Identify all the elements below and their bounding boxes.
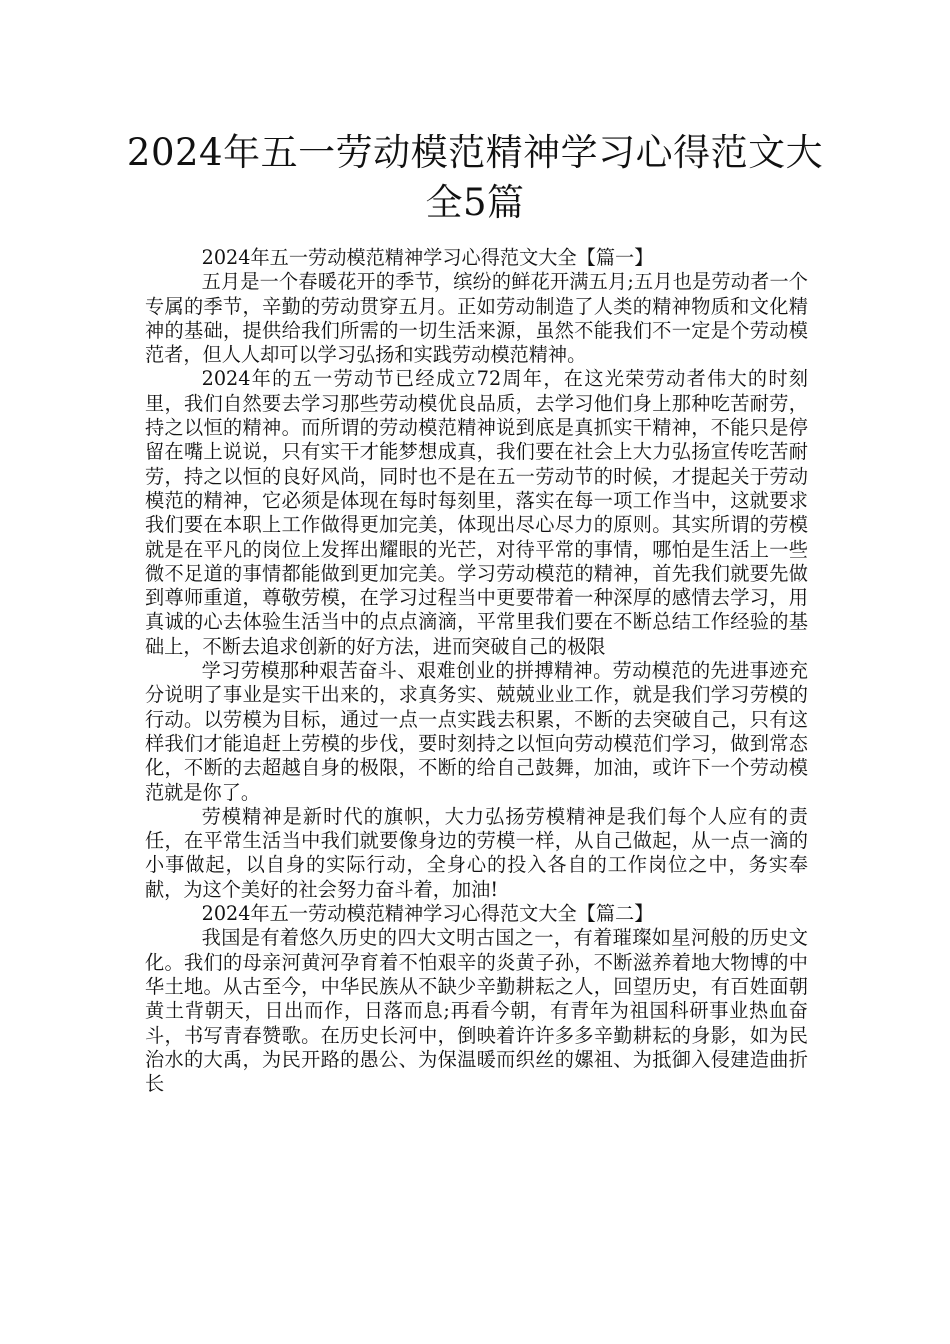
document-title: 2024年五一劳动模范精神学习心得范文大全5篇: [126, 131, 824, 224]
section-heading-2: 2024年五一劳动模范精神学习心得范文大全【篇二】: [201, 902, 654, 926]
paragraph: 五月是一个春暖花开的季节，缤纷的鲜花开满五月;五月也是劳动者一个专属的季节，辛勤的劳动贯穿五月。正如劳动制造了人类的精神物质和文化精神的基础，提供给我们所需的一切生活来源，虽然不能我们不一定是个劳动模范者，但人人却可以学习弘扬和实践劳动模范精神。: [145, 270, 808, 367]
paragraph: 2024年的五一劳动节已经成立72周年，在这光荣劳动者伟大的时刻里，我们自然要去学习那些劳动模优良品质，去学习他们身上那种吃苦耐劳，持之以恒的精神。而所谓的劳动模范精神说到底是真抓实干精神，不能只是停留在嘴上说说，只有实干才能梦想成真，我们要在社会上大力弘扬宣传吃苦耐劳，持之以恒的良好风尚，同时也不是在五一劳动节的时候，才提起关于劳动模范的精神，它必须是体现在每时每刻里，落实在每一项工作当中，这就要求我们要在本职上工作做得更加完美，体现出尽心尽力的原则。其实所谓的劳模就是在平凡的岗位上发挥出耀眼的光芒，对待平常的事情，哪怕是生活上一些微不足道的事情都能做到更加完美。学习劳动模范的精神，首先我们就要先做到尊师重道，尊敬劳模，在学习过程当中更要带着一种深厚的感情去学习，用真诚的心去体验生活当中的点点滴滴，平常里我们要在不断总结工作经验的基础上，不断去追求创新的好方法，进而突破自己的极限: [145, 367, 808, 658]
paragraph: 劳模精神是新时代的旗帜，大力弘扬劳模精神是我们每个人应有的责任，在平常生活当中我们就要像身边的劳模一样，从自己做起，从一点一滴的小事做起，以自身的实际行动，全身心的投入各自的工作岗位之中，务实奉献，为这个美好的社会努力奋斗着，加油!: [145, 804, 808, 901]
paragraph: 学习劳模那种艰苦奋斗、艰难创业的拼搏精神。劳动模范的先进事迹充分说明了事业是实干出来的，求真务实、兢兢业业工作，就是我们学习劳模的行动。以劳模为目标，通过一点一点实践去积累，不断的去突破自己，只有这样我们才能追赶上劳模的步伐，要时刻持之以恒向劳动模范们学习，做到常态化，不断的去超越自身的极限，不断的给自己鼓舞，加油，或许下一个劳动模范就是你了。: [145, 659, 808, 804]
document-body: [145, 246, 808, 1096]
section-heading-1: 2024年五一劳动模范精神学习心得范文大全【篇一】: [201, 246, 654, 269]
paragraph: 我国是有着悠久历史的四大文明古国之一，有着璀璨如星河般的历史文化。我们的母亲河黄河孕育着不怕艰辛的炎黄子孙，不断滋养着地大物博的中华土地。从古至今，中华民族从不缺少辛勤耕耘之人，回望历史，有百姓面朝黄土背朝天，日出而作，日落而息;再看今朝，有青年为祖国科研事业热血奋斗，书写青春赞歌。在历史长河中，倒映着许许多多辛勤耕耘的身影，如为民治水的大禹，为民开路的愚公、为保温暖而织丝的嫘祖、为抵御入侵建造曲折长: [145, 926, 808, 1096]
